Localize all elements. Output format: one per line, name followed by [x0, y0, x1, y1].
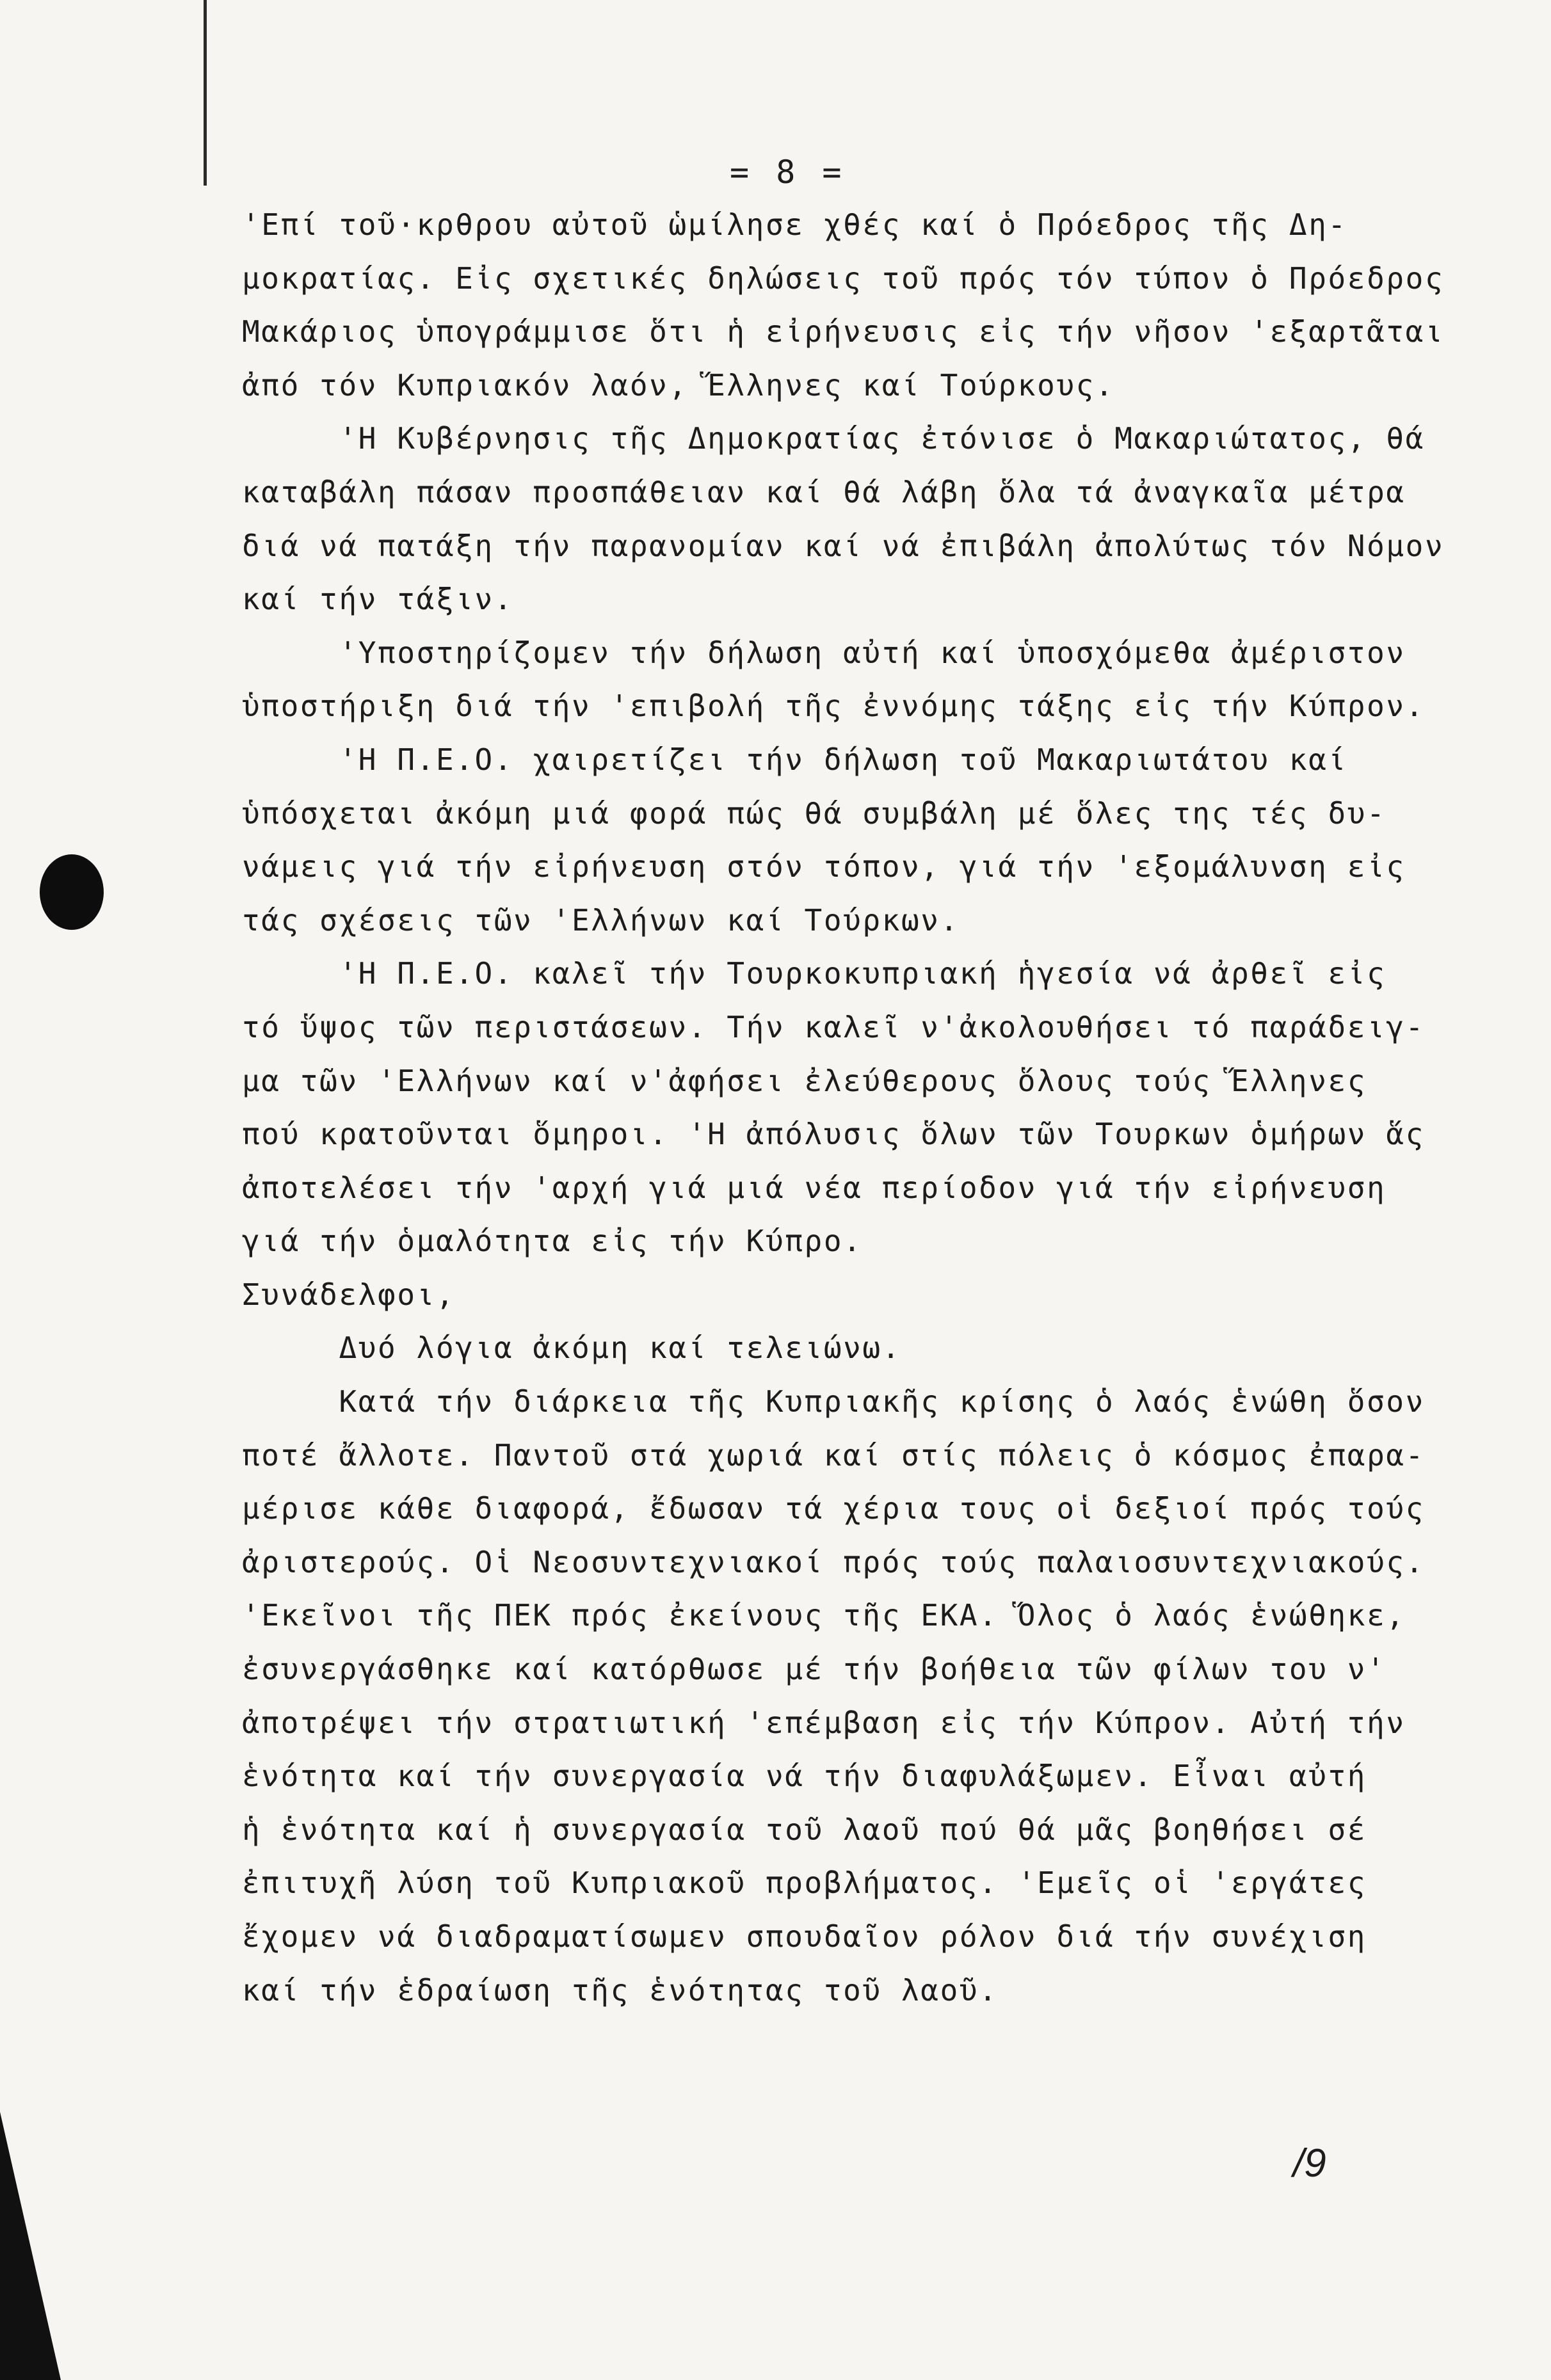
text-line: καταβάλη πάσαν προσπάθειαν καί θά λάβη ὅλα τά ἀναγκαῖα μέτρα — [242, 474, 1406, 509]
text-line: Κατά τήν διάρκεια τῆς Κυπριακῆς κρίσης ὁ λαός ἑνώθη ὅσον — [242, 1384, 1425, 1419]
text-line: διά νά πατάξη τήν παρανομίαν καί νά ἐπιβάλη ἀπολύτως τόν Νόμον — [242, 528, 1445, 563]
text-line: 'Υποστηρίζομεν τήν δήλωση αὐτή καί ὑποσχόμεθα ἀμέριστον — [242, 635, 1406, 670]
text-line: ἀποτελέσει τήν 'αρχή γιά μιά νέα περίοδον γιά τήν εἰρήνευση — [242, 1170, 1386, 1205]
text-line: τάς σχέσεις τῶν 'Ελλήνων καί Τούρκων. — [242, 902, 960, 938]
text-line: νάμεις γιά τήν εἰρήνευση στόν τόπον, γιά τήν 'εξομάλυνση εἰς — [242, 849, 1406, 884]
text-line: γιά τήν ὁμαλότητα εἰς τήν Κύπρο. — [242, 1224, 863, 1259]
text-line: ἀπό τόν Κυπριακόν λαόν, Ἕλληνες καί Τούρκους. — [242, 367, 1115, 403]
text-line: ἐπιτυχῆ λύση τοῦ Κυπριακοῦ προβλήματος. 'Εμεῖς οἱ 'εργάτες — [242, 1865, 1367, 1901]
text-line: ἐσυνεργάσθηκε καί κατόρθωσε μέ τήν βοήθεια τῶν φίλων του ν' — [242, 1652, 1386, 1687]
scan-edge-shadow — [0, 2112, 61, 2380]
text-line: καί τήν ἑδραίωση τῆς ἑνότητας τοῦ λαοῦ. — [242, 1972, 999, 2008]
text-line: 'Η Π.Ε.Ο. χαιρετίζει τήν δήλωση τοῦ Μακαριωτάτου καί — [242, 742, 1347, 777]
typed-text-body — [242, 198, 1516, 2017]
punch-hole — [40, 854, 104, 930]
text-line: Μακάριος ὑπογράμμισε ὅτι ἡ εἰρήνευσις εἰς τήν νῆσον 'εξαρτᾶται — [242, 314, 1445, 349]
text-line: τό ὕψος τῶν περιστάσεων. Τήν καλεῖ ν'ἀκολουθήσει τό παράδειγ- — [242, 1009, 1425, 1044]
text-line: 'Η Π.Ε.Ο. καλεῖ τήν Τουρκοκυπριακή ἡγεσία νά ἀρθεῖ εἰς — [242, 956, 1386, 991]
text-line: ὑποστήριξη διά τήν 'επιβολή τῆς ἐννόμης τάξης εἰς τήν Κύπρον. — [242, 689, 1425, 724]
text-line: ποτέ ἄλλοτε. Παντοῦ στά χωριά καί στίς πόλεις ὁ κόσμος ἐπαρα- — [242, 1437, 1425, 1473]
text-line: καί τήν τάξιν. — [242, 582, 514, 617]
scan-margin-line — [204, 0, 207, 186]
text-line: ἡ ἑνότητα καί ἡ συνεργασία τοῦ λαοῦ πού θά μᾶς βοηθήσει σέ — [242, 1812, 1367, 1847]
text-line: μοκρατίας. Εἰς σχετικές δηλώσεις τοῦ πρός τόν τύπον ὁ Πρόεδρος — [242, 260, 1445, 296]
text-line: ἑνότητα καί τήν συνεργασία νά τήν διαφυλάξωμεν. Εἶναι αὐτή — [242, 1759, 1367, 1794]
text-line: Συνάδελφοι, — [242, 1277, 456, 1312]
text-line: 'Η Κυβέρνησις τῆς Δημοκρατίας ἐτόνισε ὁ Μακαριώτατος, θά — [242, 421, 1425, 456]
page-number: = 8 = — [730, 154, 846, 191]
text-line: μέρισε κάθε διαφορά, ἔδωσαν τά χέρια τους οἱ δεξιοί πρός τούς — [242, 1491, 1425, 1526]
text-line: Δυό λόγια ἀκόμη καί τελειώνω. — [242, 1330, 902, 1366]
text-line: μα τῶν 'Ελλήνων καί ν'ἀφήσει ἐλεύθερους ὅλους τούς Ἕλληνες — [242, 1063, 1367, 1098]
text-line: 'Εκεῖνοι τῆς ΠΕΚ πρός ἐκείνους τῆς ΕΚΑ. Ὅλος ὁ λαός ἑνώθηκε, — [242, 1598, 1406, 1633]
text-line: ἔχομεν νά διαδραματίσωμεν σπουδαῖον ρόλον διά τήν συνέχιση — [242, 1919, 1367, 1954]
text-line: ἀποτρέψει τήν στρατιωτική 'επέμβαση εἰς τήν Κύπρον. Αὐτή τήν — [242, 1705, 1406, 1740]
next-page-mark: /9 — [1293, 2141, 1326, 2185]
text-line: ὑπόσχεται ἀκόμη μιά φορά πώς θά συμβάλη μέ ὅλες της τές δυ- — [242, 795, 1386, 831]
text-line: 'Επί τοῦ·κρθρου αὐτοῦ ὡμίλησε χθές καί ὁ Πρόεδρος τῆς Δη- — [242, 207, 1347, 242]
text-line: πού κρατοῦνται ὅμηροι. 'Η ἀπόλυσις ὅλων τῶν Τουρκων ὁμήρων ἅς — [242, 1117, 1425, 1152]
text-line: ἀριστερούς. Οἱ Νεοσυντεχνιακοί πρός τούς παλαιοσυντεχνιακούς. — [242, 1544, 1425, 1579]
